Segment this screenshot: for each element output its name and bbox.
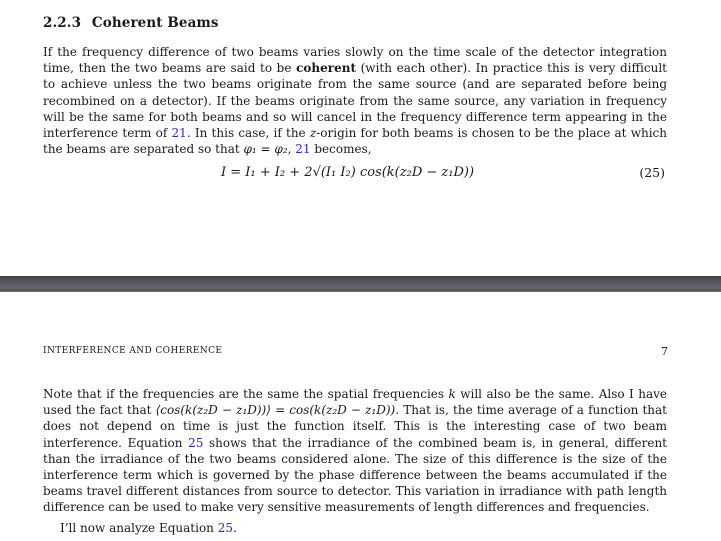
section-number: 2.2.3: [43, 15, 82, 31]
coherent-term: coherent: [296, 61, 356, 76]
phase-equality-math: φ₁ = φ₂: [243, 142, 288, 157]
equation-ref-25[interactable]: 25: [188, 435, 204, 450]
para1-text-b: (with each other). In practice this is very difficult to achieve unless the two beams originate from the same source (and are separated before being recombined on a detector). If the beams originate from the same source, any variation in frequency will be the same for both beams and so will cancel in the frequency difference term appearing in the interference term of: [43, 61, 667, 141]
para3-text-b: .: [233, 521, 237, 535]
section-title: Coherent Beams: [91, 15, 219, 31]
para1-text-e: ,: [287, 142, 296, 157]
para2-text-b: will also be the same. Also I have used the fact that: [43, 387, 667, 418]
equation-body: I = I₁ + I₂ + 2√(I₁ I₂) cos(k(z₂D − z₁D)): [221, 165, 475, 180]
para1-text-d: -origin for both beams is chosen to be the place at which the beams are separated so that: [43, 126, 668, 157]
para2-text-c: . That is, the time average of a function that does not depend on time is just the function itself. This is the interesting case of two beam interference. Equation: [43, 403, 668, 450]
para1-text-f: becomes,: [310, 142, 372, 157]
z-variable: z: [309, 126, 317, 141]
paragraph-note: [43, 386, 667, 516]
page-number: 7: [661, 345, 668, 358]
paragraph-analyze: [43, 520, 667, 536]
equation-ref-21-second[interactable]: 21: [295, 142, 311, 157]
para2-text-d: shows that the irradiance of the combined beam is, in general, different than the irradiance of the two beams considered alone. The size of this difference is the size of the interference term which is governed by the phase difference between the beams accumulated if the beams travel different distances from source to detector. This variation in irradiance with path length difference can be used to make very sensitive measurements of length differences and frequencies.: [43, 435, 667, 515]
para1-text-c: . In this case, if the: [186, 126, 310, 141]
equation-25: [43, 165, 667, 185]
time-average-math: ⟨cos(k(z₂D − z₁D))⟩ = cos(k(z₂D − z₁D)): [155, 403, 396, 418]
para2-text-a: Note that if the frequencies are the same the spatial frequencies: [43, 387, 449, 401]
page-separator: [0, 276, 721, 292]
equation-number: (25): [639, 165, 665, 180]
equation-ref-21[interactable]: 21: [171, 126, 187, 141]
para3-text-a: I’ll now analyze Equation: [60, 521, 218, 535]
para1-text-a: If the frequency difference of two beams varies slowly on the time scale of the detector integration time, then the two beams are said to be: [43, 45, 667, 76]
paragraph-coherent-definition: [43, 44, 667, 157]
running-head: INTERFERENCE AND COHERENCE: [43, 346, 223, 356]
k-variable: k: [448, 387, 456, 401]
equation-ref-25-second[interactable]: 25: [217, 521, 234, 535]
section-heading: [43, 15, 219, 31]
